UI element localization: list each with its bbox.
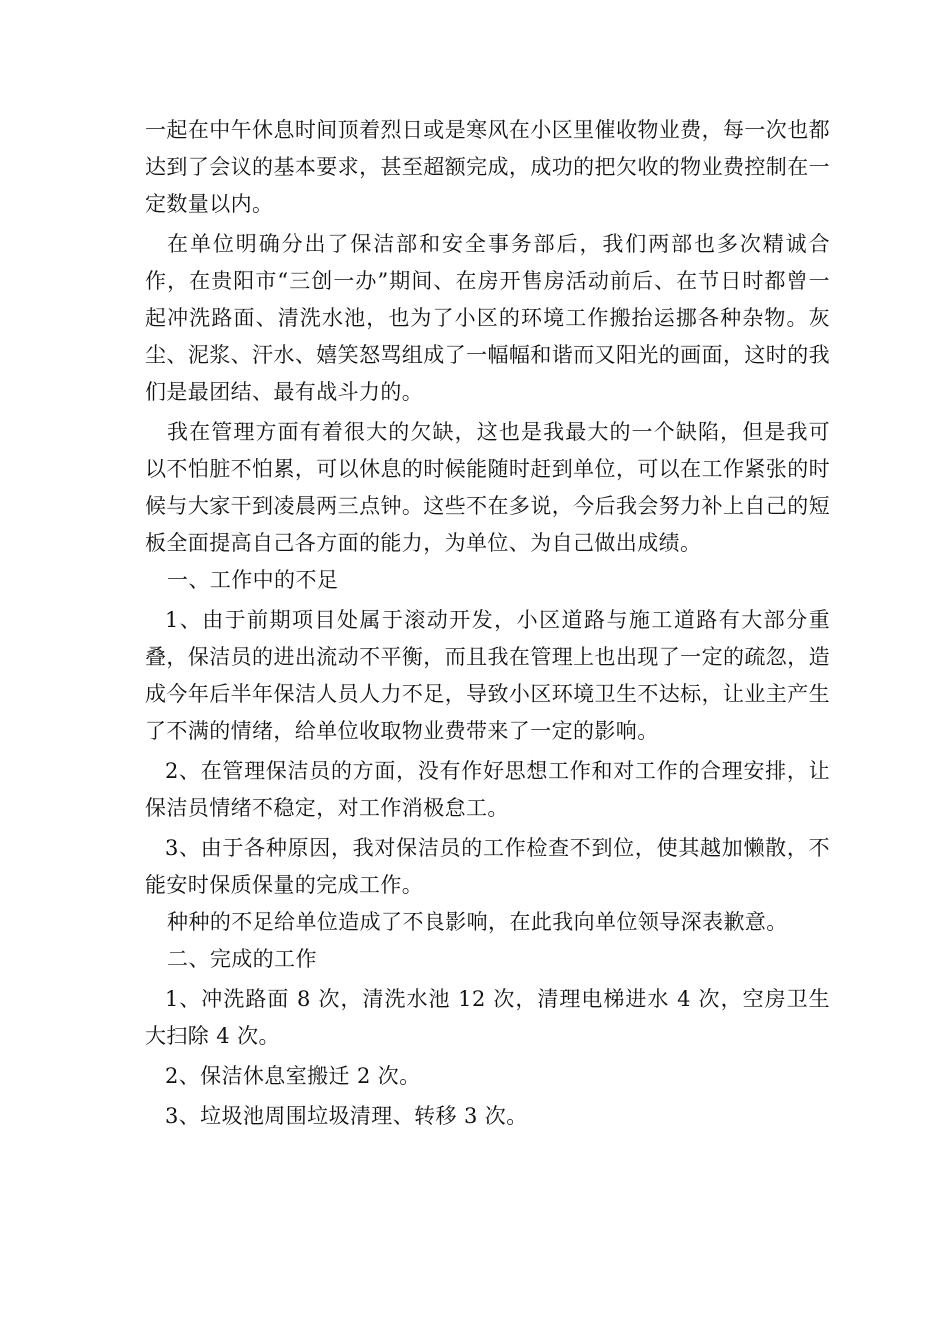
section-heading-completed-work: 二、完成的工作: [167, 947, 317, 971]
paragraph-continuation: 一起在中午休息时间顶着烈日或是寒风在小区里催收物业费，每一次也都达到了会议的基本要求，甚至超额完成，成功的把欠收的物业费控制在一定数量以内。: [145, 118, 830, 216]
list-item-completed-1: 1、冲洗路面 8 次，清洗水池 12 次，清理电梯进水 4 次，空房卫生大扫除 4 次。: [145, 987, 830, 1048]
list-item-shortcoming-3: 3、由于各种原因，我对保洁员的工作检查不到位，使其越加懒散，不能安时保质保量的完成工作。: [145, 836, 830, 897]
list-item-completed-3: 3、垃圾池周围垃圾清理、转移 3 次。: [164, 1104, 528, 1128]
list-item-shortcoming-2: 2、在管理保洁员的方面，没有作好思想工作和对工作的合理安排，让保洁员情绪不稳定，对工作消极怠工。: [145, 759, 830, 820]
list-item-completed-2: 2、保洁休息室搬迁 2 次。: [164, 1064, 421, 1088]
section-heading-shortcomings: 一、工作中的不足: [167, 568, 339, 592]
paragraph-apology: 种种的不足给单位造成了不良影响，在此我向单位领导深表歉意。: [167, 910, 788, 934]
paragraph-self-assessment: 我在管理方面有着很大的欠缺，这也是我最大的一个缺陷，但是我可以不怕脏不怕累，可以休息的时候能随时赶到单位，可以在工作紧张的时候与大家干到凌晨两三点钟。这些不在多说，今后我会努力补上自己的短板全面提高自己各方面的能力，为单位、为自己做出成绩。: [145, 420, 830, 555]
paragraph-cooperation: 在单位明确分出了保洁部和安全事务部后，我们两部也多次精诚合作，在贵阳市“三创一办”期间、在房开售房活动前后、在节日时都曾一起冲洗路面、清洗水池，也为了小区的环境工作搬抬运挪各种杂物。灰尘、泥浆、汗水、嬉笑怒骂组成了一幅幅和谐而又阳光的画面，这时的我们是最团结、最有战斗力的。: [145, 232, 830, 404]
list-item-shortcoming-1: 1、由于前期项目处属于滚动开发，小区道路与施工道路有大部分重叠，保洁员的进出流动不平衡，而且我在管理上也出现了一定的疏忽，造成今年后半年保洁人员人力不足，导致小区环境卫生不达标，让业主产生了不满的情绪，给单位收取物业费带来了一定的影响。: [145, 608, 830, 743]
document-body: [145, 112, 830, 1135]
